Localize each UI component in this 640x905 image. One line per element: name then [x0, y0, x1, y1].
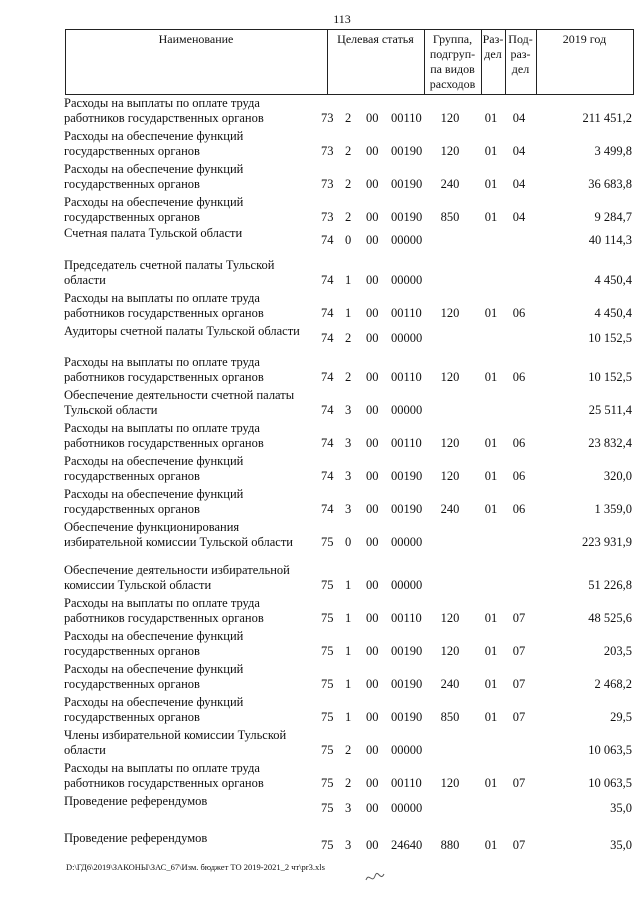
cell-v: 223 931,9 [582, 535, 632, 549]
cell-c: 00 [366, 144, 379, 158]
cell-b: 2 [345, 370, 352, 384]
cell-a: 74 [321, 436, 334, 450]
cell-p: 07 [512, 644, 526, 658]
cell-d: 00110 [391, 306, 422, 320]
cell-c: 00 [366, 502, 379, 516]
cell-c: 00 [366, 273, 379, 287]
cell-d: 00000 [391, 743, 423, 757]
cell-a: 74 [321, 502, 334, 516]
cell-a: 74 [321, 306, 334, 320]
cell-a: 73 [321, 177, 334, 191]
cell-a: 75 [321, 743, 334, 757]
cell-b: 0 [345, 535, 352, 549]
cell-v: 29,5 [610, 710, 632, 724]
row-name: Расходы на обеспечение функций государственных органов [64, 695, 244, 724]
cell-a: 74 [321, 233, 334, 247]
cell-c: 00 [366, 644, 379, 658]
cell-c: 00 [366, 233, 379, 247]
cell-b: 1 [345, 578, 352, 592]
cell-g: 120 [440, 776, 460, 790]
cell-c: 00 [366, 710, 379, 724]
cell-b: 1 [345, 273, 352, 287]
cell-d: 24640 [391, 838, 423, 852]
header-divider [633, 30, 634, 94]
cell-d: 00000 [391, 331, 423, 345]
cell-b: 3 [345, 502, 352, 516]
cell-v: 9 284,7 [594, 210, 632, 224]
row-name: Расходы на выплаты по оплате труда работников государственных органов [64, 421, 264, 450]
row-name: Обеспечение деятельности избирательной комиссии Тульской области [64, 563, 290, 592]
cell-p: 04 [512, 111, 526, 125]
cell-r: 01 [484, 436, 498, 450]
cell-a: 75 [321, 710, 334, 724]
cell-g: 120 [440, 469, 460, 483]
cell-b: 1 [345, 306, 352, 320]
cell-p: 04 [512, 210, 526, 224]
cell-b: 0 [345, 233, 352, 247]
cell-r: 01 [484, 111, 498, 125]
row-name: Проведение референдумов [64, 794, 208, 808]
cell-g: 240 [440, 677, 460, 691]
cell-v: 1 359,0 [594, 502, 632, 516]
cell-g: 120 [440, 370, 460, 384]
cell-d: 00110 [391, 436, 422, 450]
cell-g: 120 [440, 306, 460, 320]
cell-b: 3 [345, 403, 352, 417]
cell-a: 73 [321, 111, 334, 125]
cell-p: 06 [512, 502, 526, 516]
cell-r: 01 [484, 469, 498, 483]
cell-b: 3 [345, 469, 352, 483]
cell-v: 40 114,3 [588, 233, 632, 247]
cell-a: 75 [321, 578, 334, 592]
cell-r: 01 [484, 210, 498, 224]
cell-c: 00 [366, 743, 379, 757]
cell-d: 00110 [391, 370, 422, 384]
cell-v: 203,5 [603, 644, 632, 658]
cell-v: 10 152,5 [588, 370, 632, 384]
cell-v: 10 063,5 [588, 743, 632, 757]
cell-v: 51 226,8 [588, 578, 632, 592]
cell-a: 75 [321, 611, 334, 625]
cell-b: 2 [345, 111, 352, 125]
row-name: Расходы на обеспечение функций государственных органов [64, 454, 244, 483]
cell-c: 00 [366, 111, 379, 125]
row-name: Расходы на обеспечение функций государственных органов [64, 629, 244, 658]
row-name: Расходы на выплаты по оплате труда работников государственных органов [64, 761, 264, 790]
cell-a: 74 [321, 403, 334, 417]
cell-p: 07 [512, 838, 526, 852]
cell-v: 4 450,4 [594, 273, 632, 287]
cell-a: 74 [321, 370, 334, 384]
cell-r: 01 [484, 144, 498, 158]
cell-r: 01 [484, 776, 498, 790]
cell-d: 00000 [391, 233, 423, 247]
row-name: Расходы на обеспечение функций государственных органов [64, 129, 244, 158]
cell-d: 00190 [391, 177, 423, 191]
cell-d: 00190 [391, 210, 423, 224]
cell-c: 00 [366, 677, 379, 691]
header-group: Группа, подгруп- па видов расходов [429, 32, 476, 91]
row-name: Расходы на выплаты по оплате труда работников государственных органов [64, 355, 264, 384]
cell-r: 01 [484, 644, 498, 658]
cell-b: 3 [345, 801, 352, 815]
cell-d: 00000 [391, 578, 423, 592]
cell-d: 00000 [391, 273, 423, 287]
cell-r: 01 [484, 677, 498, 691]
cell-v: 10 152,5 [588, 331, 632, 345]
row-name: Расходы на обеспечение функций государственных органов [64, 162, 244, 191]
cell-b: 1 [345, 611, 352, 625]
cell-v: 48 525,6 [588, 611, 632, 625]
cell-c: 00 [366, 403, 379, 417]
cell-b: 2 [345, 144, 352, 158]
pen-mark-icon [364, 868, 386, 886]
cell-c: 00 [366, 177, 379, 191]
cell-d: 00000 [391, 801, 423, 815]
cell-a: 74 [321, 273, 334, 287]
cell-g: 120 [440, 111, 460, 125]
cell-v: 25 511,4 [588, 403, 632, 417]
cell-p: 04 [512, 177, 526, 191]
cell-a: 75 [321, 801, 334, 815]
cell-b: 2 [345, 177, 352, 191]
cell-g: 120 [440, 144, 460, 158]
row-name: Проведение референдумов [64, 831, 208, 845]
cell-v: 23 832,4 [588, 436, 632, 450]
cell-a: 75 [321, 776, 334, 790]
row-name: Аудиторы счетной палаты Тульской области [64, 324, 300, 338]
cell-d: 00110 [391, 111, 422, 125]
cell-p: 06 [512, 436, 526, 450]
row-name: Расходы на выплаты по оплате труда работников государственных органов [64, 291, 264, 320]
cell-d: 00190 [391, 710, 423, 724]
cell-p: 06 [512, 306, 526, 320]
cell-c: 00 [366, 210, 379, 224]
cell-a: 75 [321, 838, 334, 852]
cell-c: 00 [366, 436, 379, 450]
cell-g: 120 [440, 611, 460, 625]
cell-d: 00000 [391, 535, 423, 549]
cell-p: 07 [512, 677, 526, 691]
header-target: Целевая статья [337, 32, 414, 46]
cell-p: 06 [512, 469, 526, 483]
cell-c: 00 [366, 469, 379, 483]
cell-g: 120 [440, 644, 460, 658]
cell-d: 00110 [391, 611, 422, 625]
cell-b: 2 [345, 743, 352, 757]
cell-c: 00 [366, 776, 379, 790]
cell-v: 2 468,2 [594, 677, 632, 691]
row-name: Председатель счетной палаты Тульской области [64, 258, 275, 287]
cell-d: 00190 [391, 469, 423, 483]
cell-r: 01 [484, 710, 498, 724]
cell-r: 01 [484, 370, 498, 384]
cell-c: 00 [366, 611, 379, 625]
cell-b: 2 [345, 776, 352, 790]
cell-g: 120 [440, 436, 460, 450]
header-name: Наименование [158, 32, 234, 46]
cell-b: 2 [345, 210, 352, 224]
row-name: Расходы на выплаты по оплате труда работников государственных органов [64, 596, 264, 625]
row-name: Расходы на обеспечение функций государственных органов [64, 662, 244, 691]
cell-b: 1 [345, 644, 352, 658]
cell-r: 01 [484, 611, 498, 625]
row-name: Расходы на выплаты по оплате труда работников государственных органов [64, 96, 264, 125]
cell-g: 850 [440, 210, 460, 224]
cell-v: 3 499,8 [594, 144, 632, 158]
cell-p: 07 [512, 710, 526, 724]
cell-d: 00110 [391, 776, 422, 790]
cell-a: 73 [321, 144, 334, 158]
cell-a: 74 [321, 331, 334, 345]
cell-c: 00 [366, 578, 379, 592]
cell-v: 4 450,4 [594, 306, 632, 320]
cell-b: 3 [345, 838, 352, 852]
row-name: Обеспечение функционирования избирательной комиссии Тульской области [64, 520, 293, 549]
row-name: Обеспечение деятельности счетной палаты Тульской области [64, 388, 295, 417]
row-name: Расходы на обеспечение функций государственных органов [64, 195, 244, 224]
cell-v: 35,0 [610, 801, 632, 815]
cell-p: 04 [512, 144, 526, 158]
cell-c: 00 [366, 838, 379, 852]
cell-a: 75 [321, 644, 334, 658]
cell-g: 240 [440, 177, 460, 191]
cell-b: 1 [345, 710, 352, 724]
row-name: Члены избирательной комиссии Тульской области [64, 728, 287, 757]
table-header [65, 29, 634, 95]
cell-c: 00 [366, 370, 379, 384]
cell-a: 75 [321, 677, 334, 691]
cell-c: 00 [366, 801, 379, 815]
cell-r: 01 [484, 177, 498, 191]
row-name: Расходы на обеспечение функций государственных органов [64, 487, 244, 516]
header-razdel: Раз- дел [482, 32, 504, 61]
cell-b: 1 [345, 677, 352, 691]
cell-r: 01 [484, 838, 498, 852]
cell-a: 74 [321, 469, 334, 483]
cell-a: 73 [321, 210, 334, 224]
cell-v: 36 683,8 [588, 177, 632, 191]
cell-g: 880 [440, 838, 460, 852]
cell-p: 07 [512, 611, 526, 625]
cell-a: 75 [321, 535, 334, 549]
cell-v: 320,0 [603, 469, 632, 483]
header-year: 2019 год [562, 32, 607, 46]
cell-c: 00 [366, 306, 379, 320]
cell-d: 00000 [391, 403, 423, 417]
cell-g: 240 [440, 502, 460, 516]
page-number: 113 [333, 12, 351, 26]
cell-d: 00190 [391, 502, 423, 516]
cell-d: 00190 [391, 644, 423, 658]
cell-v: 211 451,2 [582, 111, 632, 125]
cell-b: 3 [345, 436, 352, 450]
cell-r: 01 [484, 306, 498, 320]
cell-b: 2 [345, 331, 352, 345]
cell-d: 00190 [391, 677, 423, 691]
cell-c: 00 [366, 535, 379, 549]
cell-v: 35,0 [610, 838, 632, 852]
cell-r: 01 [484, 502, 498, 516]
cell-d: 00190 [391, 144, 423, 158]
cell-p: 07 [512, 776, 526, 790]
row-name: Счетная палата Тульской области [64, 226, 243, 240]
cell-v: 10 063,5 [588, 776, 632, 790]
footer-file-path: D:\ГД6\2019\ЗАКОНЫ\ЗАС_67\Изм. бюджет ТО 2019-2021_2 чт\pr3.xls [66, 862, 325, 872]
cell-g: 850 [440, 710, 460, 724]
header-podrazdel: Под- раз- дел [508, 32, 533, 76]
cell-p: 06 [512, 370, 526, 384]
cell-c: 00 [366, 331, 379, 345]
